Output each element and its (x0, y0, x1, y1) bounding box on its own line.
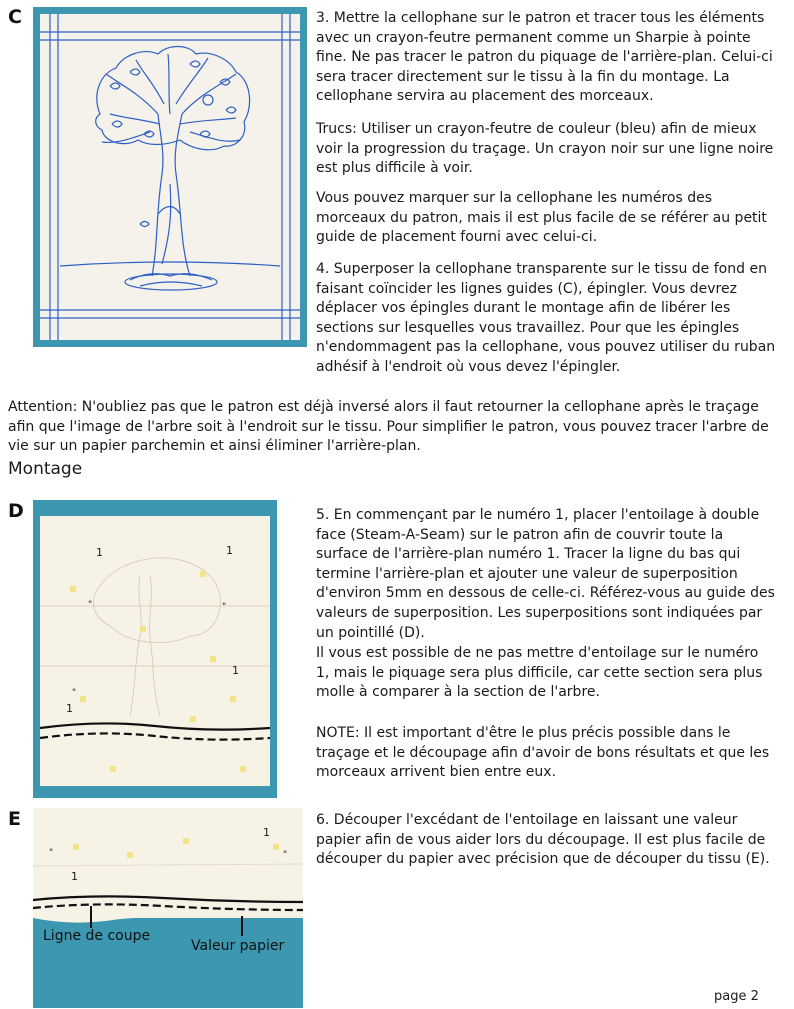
overlap-mark: " (222, 602, 227, 612)
cut-line-label: Ligne de coupe (43, 928, 151, 944)
note-paragraph: NOTE: Il est important d'être le plus précis possible dans le traçage et le découpage afin d'avoir de bons résultats et que les morceaux arrivent bien entre eux. (316, 725, 770, 781)
attention-paragraph: Attention: N'oubliez pas que le patron est déjà inversé alors il faut retourner la cellophane après le traçage afin que l'image de l'arbre soit à l'endroit sur le tissu. Pour simplifier le patron, vous pouvez tracer l'arbre de vie sur un papier parchemin et ainsi éliminer l'arrière-plan. (8, 399, 769, 455)
figure-d-drawing (40, 516, 270, 786)
montage-heading: Montage (8, 459, 83, 479)
figure-label-d: D (8, 500, 24, 522)
piece-number: 1 (71, 870, 78, 883)
piece-number: 1 (263, 826, 270, 839)
cellophane-numbers-paragraph: Vous pouvez marquer sur la cellophane les numéros des morceaux du patron, mais il est plus facile de se référer au petit guide de placement fourni avec celui-ci. (316, 190, 767, 246)
tree-of-life-drawing (40, 14, 300, 340)
figure-d-panel (33, 500, 277, 798)
figure-e-panel (33, 808, 303, 1008)
figure-c-fabric (40, 14, 300, 340)
figure-label-c: C (8, 6, 22, 28)
paper-value-label: Valeur papier (191, 938, 285, 954)
overlap-mark: " (49, 848, 54, 858)
step-5-paragraph: 5. En commençant par le numéro 1, placer l'entoilage à double face (Steam-A-Seam) sur le patron afin de couvrir toute la surface de l'arrière-plan numéro 1. Tracer la ligne du bas qui termine l'arrière-plan et ajouter une valeur de superposition d'environ 5mm en dessous de celle-ci. Référez-vous au guide des valeurs de superposition. Les superpositions sont indiquées par un pointillé (D). (316, 507, 775, 641)
figure-label-e: E (8, 808, 21, 830)
piece-number: 1 (66, 702, 73, 715)
overlap-mark: " (72, 688, 77, 698)
step-4-paragraph: 4. Superposer la cellophane transparente sur le tissu de fond en faisant coïncider les lignes guides (C), épingler. Vous devrez déplacer vos épingles durant le montage afin de libérer les sections sur lesquelles vous travaillez. Pour que les épingles n'endommagent pas la cellophane, vous pouvez utiliser du ruban adhésif à l'endroit où vous devez l'épingler. (316, 261, 776, 375)
step-3-paragraph: 3. Mettre la cellophane sur le patron et tracer tous les éléments avec un crayon-feutre permanent comme un Sharpie à pointe fine. Ne pas tracer le patron du piquage de l'arrière-plan. Celui-ci sera tracer directement sur le tissu à la fin du montage. La cellophane servira au placement des morceaux. (316, 10, 773, 105)
piece-number: 1 (232, 664, 239, 677)
overlap-mark: " (88, 600, 93, 610)
piece-number: 1 (226, 544, 233, 557)
tips-paragraph: Trucs: Utiliser un crayon-feutre de couleur (bleu) afin de mieux voir la progression du traçage. Un crayon noir sur une ligne noire est plus difficile à voir. (316, 121, 774, 177)
step-5-entoilage-paragraph: Il vous est possible de ne pas mettre d'entoilage sur le numéro 1, mais le piquage sera plus difficile, car cette section sera plus molle à comparer à la section de l'arbre. (316, 645, 763, 701)
step-6-paragraph: 6. Découper l'excédant de l'entoilage en laissant une valeur papier afin de vous aider lors du découpage. Il est plus facile de découper du papier avec précision que de découper du tissu (E). (316, 812, 770, 868)
figure-c-panel (33, 7, 307, 347)
page-number: page 2 (714, 989, 759, 1004)
overlap-mark: " (283, 850, 288, 860)
figure-d-paper (40, 516, 270, 786)
piece-number: 1 (96, 546, 103, 559)
